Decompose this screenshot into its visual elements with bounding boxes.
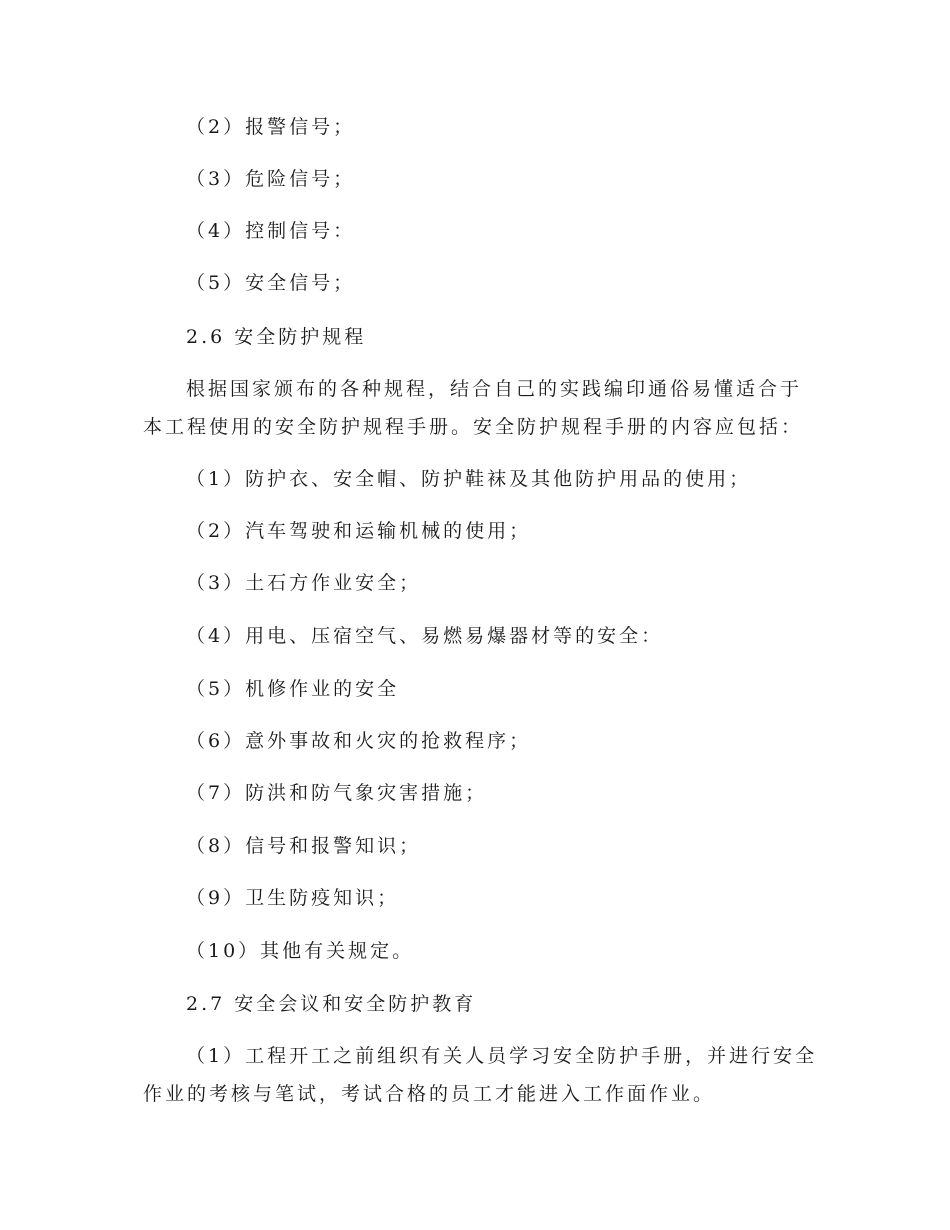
list-item: （6）意外事故和火灾的抢救程序；: [186, 730, 532, 752]
list-item: （2）汽车驾驶和运输机械的使用；: [186, 520, 532, 542]
section-heading-2-6: 2.6 安全防护规程: [186, 326, 367, 348]
list-item: （1）防护衣、安全帽、防护鞋袜及其他防护用品的使用；: [186, 468, 752, 490]
paragraph-line: （1）工程开工之前组织有关人员学习安全防护手册，并进行安全: [186, 1045, 818, 1067]
list-item-signal-danger: （3）危险信号；: [186, 168, 356, 190]
list-item: （4）用电、压宿空气、易燃易爆器材等的安全：: [186, 625, 664, 647]
list-item: （10）其他有关规定。: [186, 940, 415, 962]
list-item-signal-safety: （5）安全信号；: [186, 272, 356, 294]
paragraph-line: 本工程使用的安全防护规程手册。安全防护规程手册的内容应包括：: [143, 416, 804, 438]
list-item: （7）防洪和防气象灾害措施；: [186, 782, 488, 804]
section-heading-2-7: 2.7 安全会议和安全防护教育: [186, 993, 477, 1015]
paragraph-line: 根据国家颁布的各种规程，结合自己的实践编印通俗易懂适合于: [186, 378, 803, 400]
list-item: （8）信号和报警知识；: [186, 835, 422, 857]
paragraph-line: 作业的考核与笔试，考试合格的员工才能进入工作面作业。: [143, 1083, 716, 1105]
list-item-signal-alarm: （2）报警信号；: [186, 116, 356, 138]
list-item-signal-control: （4）控制信号：: [186, 220, 356, 242]
list-item: （3）土石方作业安全；: [186, 572, 422, 594]
list-item: （9）卫生防疫知识；: [186, 887, 400, 909]
list-item: （5）机修作业的安全: [186, 678, 400, 700]
